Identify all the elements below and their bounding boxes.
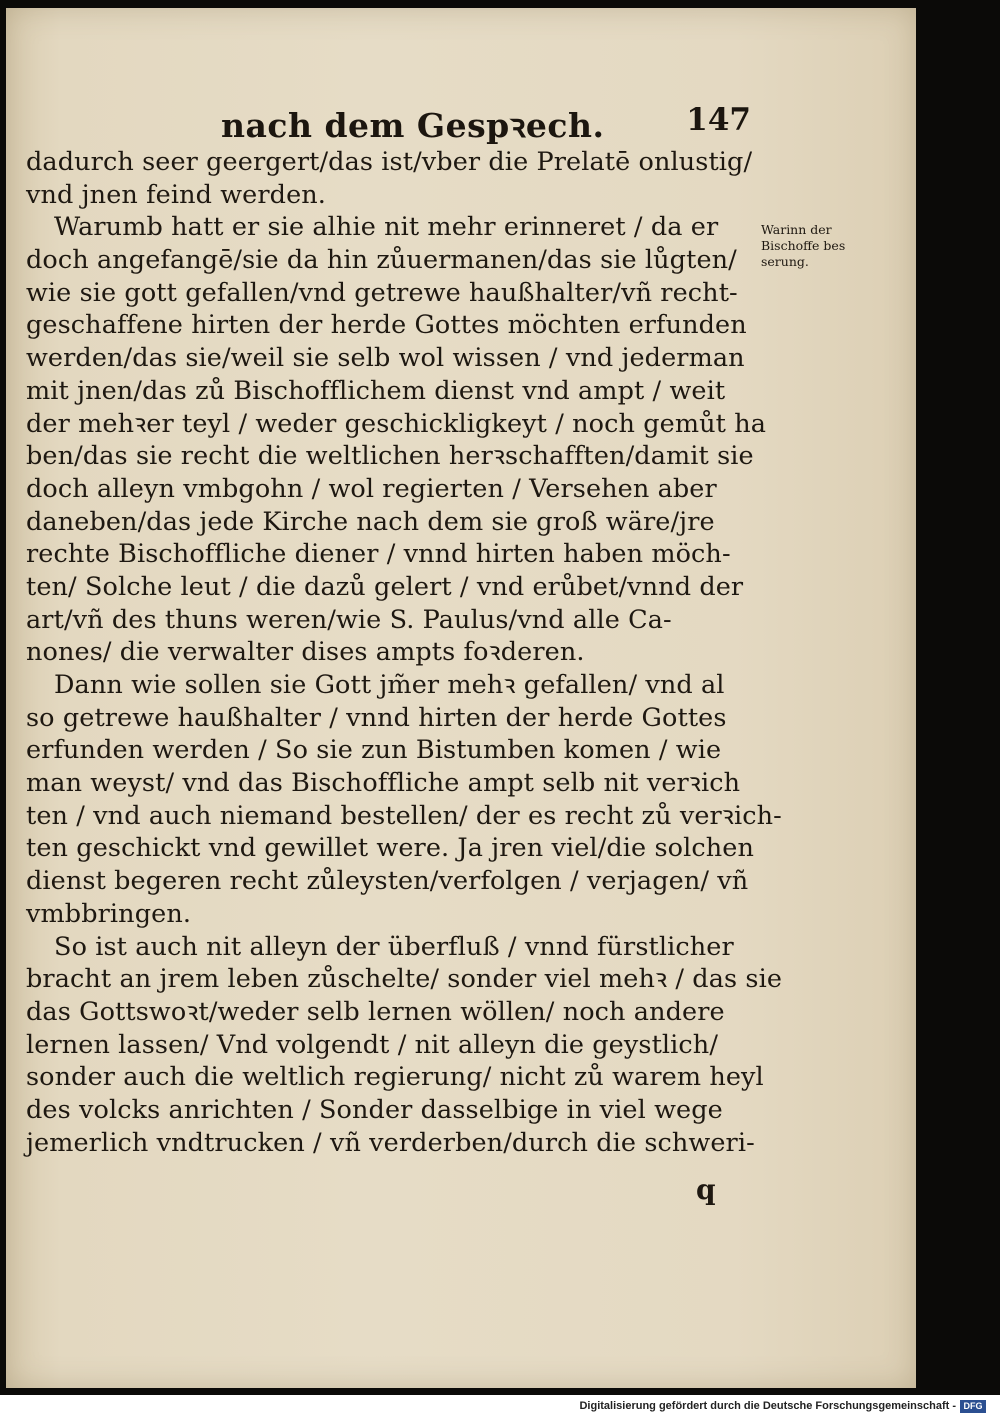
text-line: man weyst/ vnd das Bischoffliche ampt selb nit verꝛich xyxy=(26,768,741,799)
text-line: vmbbringen. xyxy=(26,898,192,929)
text-line: doch angefangē/sie da hin zůuermanen/das sie lůgten/ xyxy=(26,245,737,276)
text-line: wie sie gott gefallen/vnd getrewe haußhalter/vñ recht- xyxy=(26,277,738,308)
text-line: art/vñ des thuns weren/wie S. Paulus/vnd alle Ca- xyxy=(26,604,672,635)
text-line: ten/ Solche leut / die dazů gelert / vnd erůbet/vnnd der xyxy=(26,571,744,602)
text-line: dienst begeren recht zůleysten/verfolgen / verjagen/ vñ xyxy=(26,866,749,897)
marginal-note xyxy=(761,222,879,270)
text-line: geschaffene hirten der herde Gottes möchten erfunden xyxy=(26,310,747,341)
text-line: sonder auch die weltlich regierung/ nicht zů warem heyl xyxy=(26,1062,764,1093)
footer-bar xyxy=(0,1395,1000,1418)
text-line: erfunden werden / So sie zun Bistumben komen / wie xyxy=(26,735,722,766)
text-line: werden/das sie/weil sie selb wol wissen / vnd jederman xyxy=(26,343,745,374)
footer-credit: Digitalisierung gefördert durch die Deutsche Forschungsgemeinschaft - xyxy=(579,1400,956,1412)
book-page xyxy=(6,8,916,1388)
text-line: Warumb hatt er sie alhie nit mehr erinneret / da er xyxy=(54,212,719,243)
body-text xyxy=(26,146,783,1159)
text-line: so getrewe haußhalter / vnnd hirten der herde Gottes xyxy=(26,702,727,733)
marginal-note-line: Bischoffe bes xyxy=(761,238,846,253)
text-line: nones/ die verwalter dises ampts foꝛderen. xyxy=(26,637,585,668)
dfg-logo-icon: DFG xyxy=(960,1400,986,1413)
marginal-note-line: Warinn der xyxy=(761,222,832,237)
page-number: 147 xyxy=(686,102,751,138)
text-line: So ist auch nit alleyn der überfluß / vnnd fürstlicher xyxy=(54,931,734,962)
text-line: rechte Bischoffliche diener / vnnd hirten haben möch- xyxy=(26,539,731,570)
text-line: lernen lassen/ Vnd volgendt / nit alleyn die geystlich/ xyxy=(26,1029,719,1060)
text-line: ben/das sie recht die weltlichen herꝛschafften/damit sie xyxy=(26,441,754,472)
text-line: mit jnen/das zů Bischofflichem dienst vnd ampt / weit xyxy=(26,375,726,406)
signature-mark: q xyxy=(696,1173,716,1206)
text-line: bracht an jrem leben zůschelte/ sonder viel mehꝛ / das sie xyxy=(26,964,783,995)
text-line: das Gottswoꝛt/weder selb lernen wöllen/ noch andere xyxy=(26,996,725,1027)
text-line: dadurch seer geergert/das ist/vber die Prelatē onlustig/ xyxy=(26,147,753,177)
marginal-note-line: serung. xyxy=(761,254,809,269)
text-line: ten / vnd auch niemand bestellen/ der es recht zů verꝛich- xyxy=(26,800,782,831)
text-line: jemerlich vndtrucken / vñ verderben/durch die schweri- xyxy=(26,1127,755,1158)
running-head: nach dem Gespꝛech. xyxy=(221,106,605,145)
text-line: Dann wie sollen sie Gott jm̃er mehꝛ gefallen/ vnd al xyxy=(54,670,725,700)
text-line: daneben/das jede Kirche nach dem sie groß wäre/jre xyxy=(26,506,715,537)
text-line: doch alleyn vmbgohn / wol regierten / Versehen aber xyxy=(26,473,717,504)
text-line: der mehꝛer teyl / weder geschickligkeyt / noch gemůt ha xyxy=(26,408,767,439)
page-header xyxy=(211,98,751,148)
text-line: vnd jnen feind werden. xyxy=(26,179,326,210)
text-line: ten geschickt vnd gewillet were. Ja jren viel/die solchen xyxy=(26,833,754,864)
text-line: des volcks anrichten / Sonder dasselbige in viel wege xyxy=(26,1094,723,1125)
